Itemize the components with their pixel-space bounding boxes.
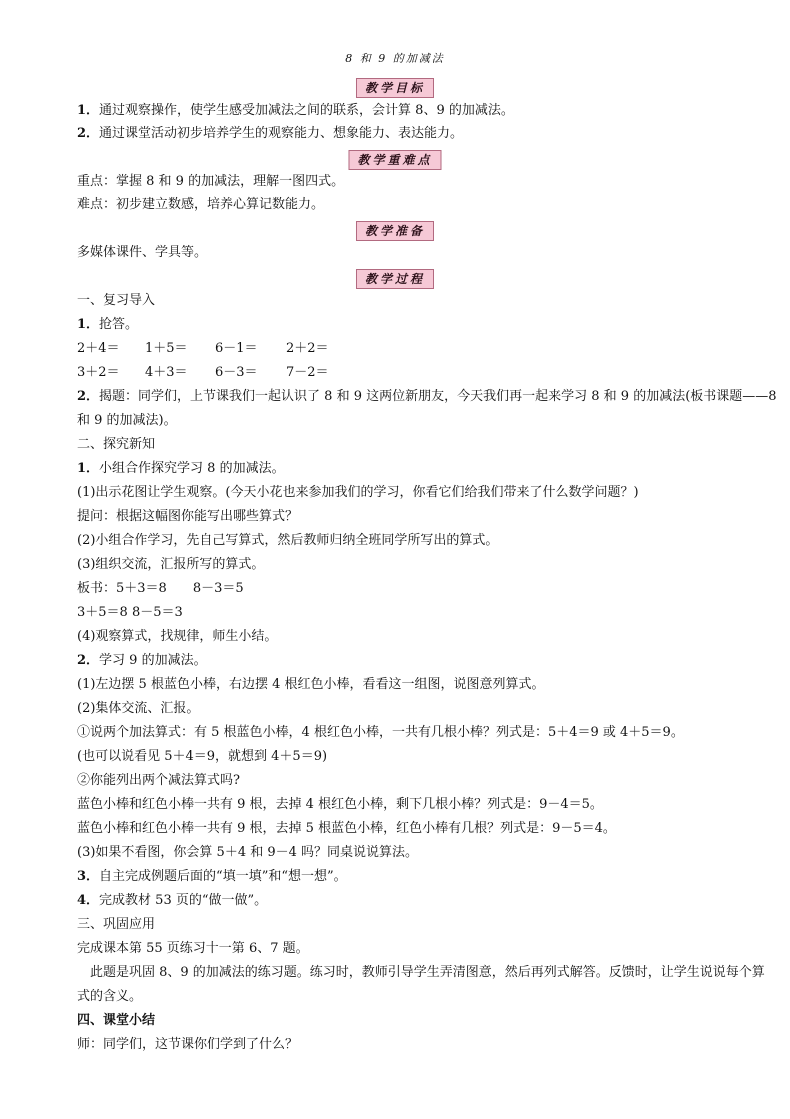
part2-step1a: (1)出示花图让学生观察。(今天小花也来参加我们的学习，你看它们给我们带来了什么数学问题？) <box>77 485 639 500</box>
part2-step2h: (3)如果不看图，你会算 5＋4 和 9－4 吗？同桌说说算法。 <box>77 845 419 860</box>
part1-item1-text: 抢答。 <box>99 317 139 332</box>
part2-step1g: (4)观察算式，找规律，师生小结。 <box>77 629 278 644</box>
equation: 6－3＝ <box>215 365 258 380</box>
equation: 3＋2＝ <box>77 365 120 380</box>
equation: 1＋5＝ <box>145 341 188 356</box>
board-eq-row-2: 3＋5＝8 8－5＝3 <box>77 605 183 620</box>
part1-item1-number: 1． <box>77 317 100 332</box>
part1-item2-number: 2． <box>77 389 100 404</box>
goal-item-2 <box>77 126 463 142</box>
part2-step1c: (2)小组合作学习，先自己写算式，然后教师归纳全班同学所写出的算式。 <box>77 533 499 548</box>
part2-step3 <box>77 869 347 885</box>
goal-item-1 <box>77 103 514 119</box>
part3-p1: 完成课本第 55 页练习十一第 6、7 题。 <box>77 941 309 956</box>
part2-step2a: (1)左边摆 5 根蓝色小棒，右边摆 4 根红色小棒，看看这一组图，说图意列算式。 <box>77 677 545 692</box>
board-label: 板书： <box>77 581 117 596</box>
board-eq-1: 5＋3＝8 <box>116 581 167 596</box>
part2-step4 <box>77 893 267 909</box>
part2-step2-number: 2． <box>77 653 100 668</box>
part2-step2g: 蓝色小棒和红色小棒一共有 9 根，去掉 5 根蓝色小棒，红色小棒有几根？列式是：9－5＝4。 <box>77 821 616 836</box>
goal-1-number: 1． <box>77 103 100 118</box>
equation: 6－1＝ <box>215 341 258 356</box>
part4-p1: 师：同学们，这节课你们学到了什么？ <box>77 1037 299 1052</box>
goal-1-text: 通过观察操作，使学生感受加减法之间的联系，会计算 8、9 的加减法。 <box>99 103 514 118</box>
part2-step4-number: 4． <box>77 893 100 908</box>
prep-text: 多媒体课件、学具等。 <box>77 245 208 260</box>
part2-step2 <box>77 653 207 669</box>
part2-step1-number: 1． <box>77 461 100 476</box>
section-badge-prep: 教学准备 <box>356 221 434 241</box>
part1-item2-text: 揭题：同学们，上节课我们一起认识了 8 和 9 这两位新朋友，今天我们再一起来学习 8 和 9 的加减法(板书课题——8 和 9 的加减法)。 <box>77 389 777 428</box>
equation: 2＋4＝ <box>77 341 120 356</box>
key-difficulty: 难点：初步建立数感，培养心算记数能力。 <box>77 197 325 212</box>
board-eq-2: 8－3＝5 <box>192 581 244 596</box>
part2-heading: 二、探究新知 <box>77 437 156 452</box>
part1-heading: 一、复习导入 <box>77 293 156 308</box>
section-badge-keypoints: 教学重难点 <box>348 150 441 170</box>
goal-2-number: 2． <box>77 126 100 141</box>
part2-step2d: (也可以说看见 5＋4＝9，就想到 4＋5＝9) <box>77 749 328 764</box>
part4-heading: 四、课堂小结 <box>77 1013 156 1028</box>
part2-step2b: (2)集体交流、汇报。 <box>77 701 200 716</box>
part2-step1d: (3)组织交流，汇报所写的算式。 <box>77 557 265 572</box>
part1-item2 <box>77 385 777 433</box>
part2-step1b: 提问：根据这幅图你能写出哪些算式？ <box>77 509 299 524</box>
key-focus: 重点：掌握 8 和 9 的加减法，理解一图四式。 <box>77 174 345 189</box>
equation: 4＋3＝ <box>145 365 188 380</box>
part2-step3-number: 3． <box>77 869 100 884</box>
part2-step3-text: 自主完成例题后面的“填一填”和“想一想”。 <box>99 869 347 884</box>
section-badge-process: 教学过程 <box>356 269 434 289</box>
part3-p2: 此题是巩固 8、9 的加减法的练习题。练习时，教师引导学生弄清图意，然后再列式解答。反馈时，让学生说说每个算式的含义。 <box>77 965 765 1004</box>
part3-heading: 三、巩固应用 <box>77 917 156 932</box>
section-badge-goals: 教学目标 <box>356 78 434 98</box>
part2-step1 <box>77 461 285 477</box>
part1-item1 <box>77 317 138 333</box>
document-title: 8 和 9 的加减法 <box>345 52 445 65</box>
part2-step4-text: 完成教材 53 页的“做一做”。 <box>99 893 268 908</box>
board-writing <box>77 581 244 597</box>
part2-step2f: 蓝色小棒和红色小棒一共有 9 根，去掉 4 根红色小棒，剩下几根小棒？列式是：9－4＝5。 <box>77 797 603 812</box>
part2-step1-text: 小组合作探究学习 8 的加减法。 <box>99 461 285 476</box>
part2-step2c: ①说两个加法算式：有 5 根蓝色小棒，4 根红色小棒，一共有几根小棒？列式是：5＋4＝9 或 4＋5＝9。 <box>77 725 684 740</box>
equation: 2＋2＝ <box>286 341 329 356</box>
goal-2-text: 通过课堂活动初步培养学生的观察能力、想象能力、表达能力。 <box>99 126 464 141</box>
equation: 7－2＝ <box>286 365 329 380</box>
part2-step2e: ②你能列出两个减法算式吗? <box>77 773 240 788</box>
part2-step2-text: 学习 9 的加减法。 <box>99 653 207 668</box>
